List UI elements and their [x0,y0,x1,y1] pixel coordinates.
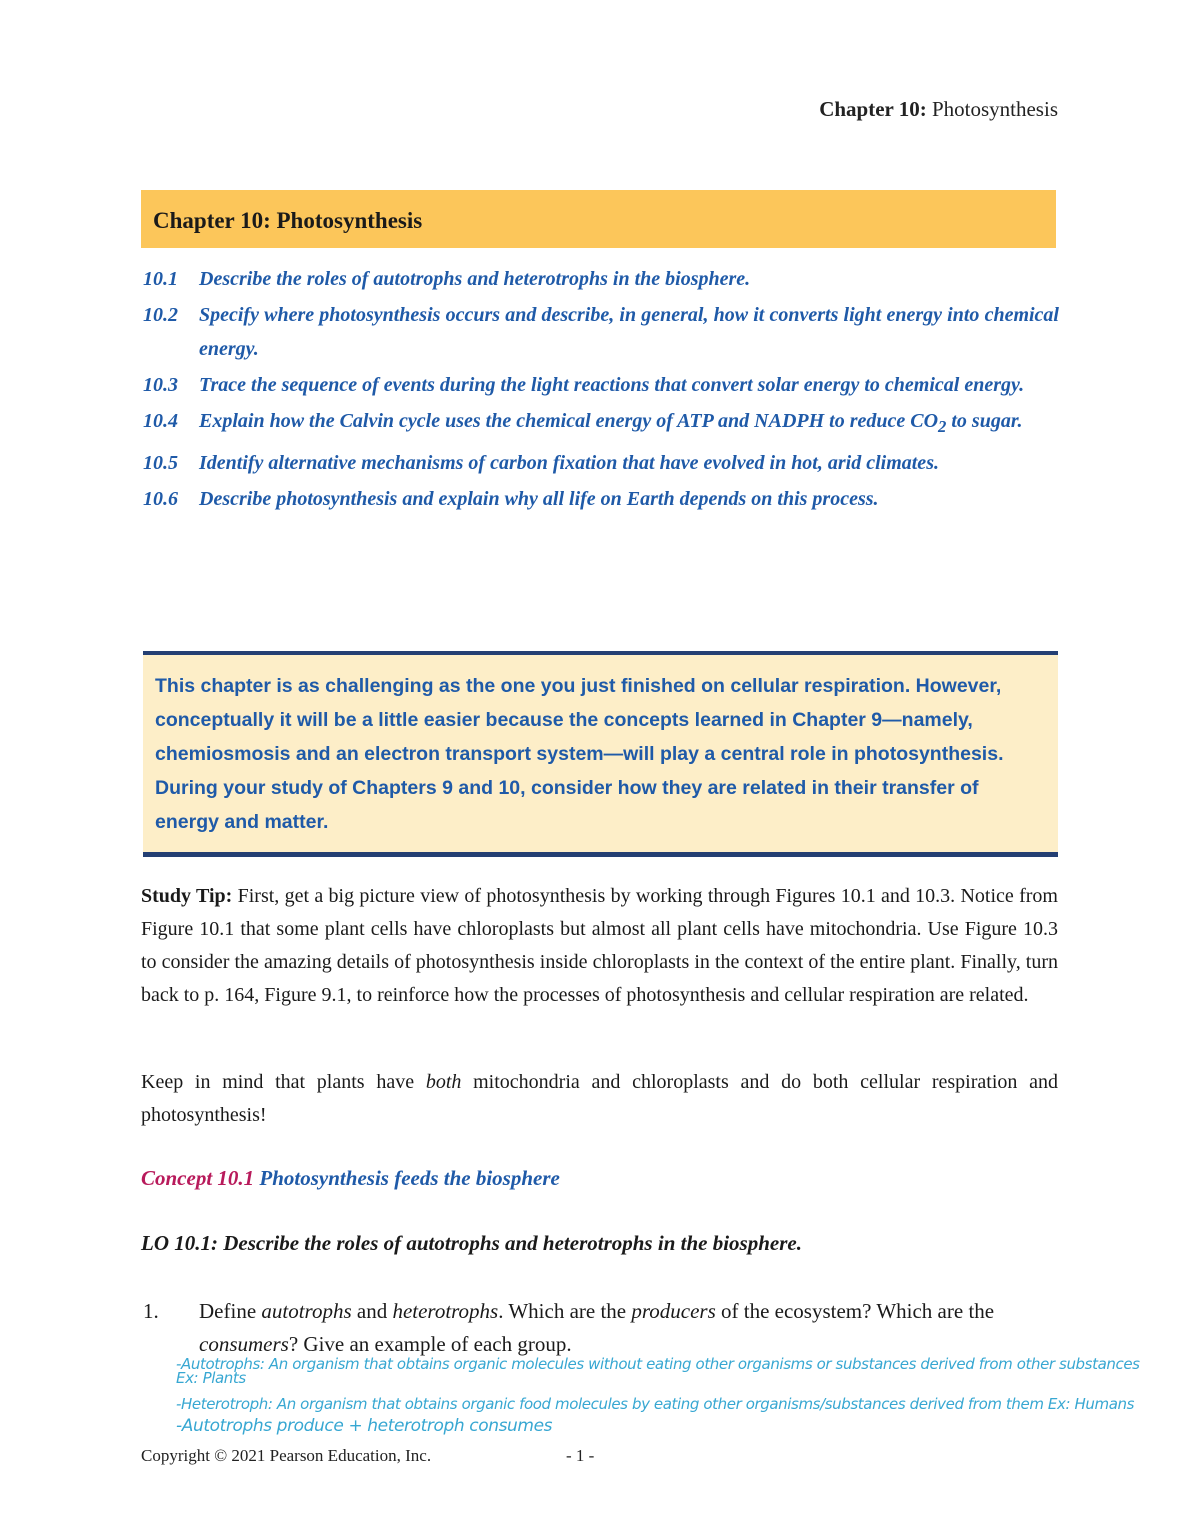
objective-item [143,404,1059,444]
question-term: producers [631,1299,716,1323]
study-tip-text: First, get a big picture view of photosynthesis by working through Figures 10.1 and 10.3. Notice from Figure 10.1 that some plant cells have chloroplasts but almost all plant cells have mitochondria. Use Figure 10.3 to consider the amazing details of photosynthesis inside chloroplasts in the context of the entire plant. Finally, turn back to p. 164, Figure 9.1, to reinforce how the processes of photosynthesis and cellular respiration are related. [141,885,1058,1006]
objective-number: 10.1 [143,268,178,290]
header-chapter-title: Photosynthesis [931,97,1058,121]
callout-text: This chapter is as challenging as the one you just finished on cellular respiration. However, conceptually it will be a little easier because the concepts learned in Chapter 9—namely, chemiosmosis and an electron transport system—will play a central role in photosynthesis. During your study of Chapters 9 and 10, consider how they are related in their transfer of energy and matter. [155,675,1004,833]
concept-heading [141,1166,560,1191]
question-term: heterotrophs [392,1299,499,1323]
handwritten-line: Ex: Plants [176,1369,246,1387]
objective-number: 10.2 [143,304,178,326]
study-tip-label: Study Tip: [141,885,233,907]
question-term: autotrophs [261,1299,352,1323]
keep-in-mind-text: mitochondria and chloroplasts and do both cellular respiration and photosynthesis! [141,1071,1059,1126]
objective-item [143,482,1059,516]
question-number: 1. [143,1299,159,1323]
question-text-part: of the ecosystem? Which are the [715,1299,995,1323]
keep-in-mind-text: Keep in mind that plants have [141,1071,426,1093]
objective-text: Trace the sequence of events during the light reactions that convert solar energy to chemical energy. [199,374,1025,396]
page-number: - 1 - [566,1446,595,1465]
handwritten-line: -Heterotroph: An organism that obtains organic food molecules by eating other organisms/substances derived from them Ex: Humans [176,1395,1135,1413]
objective-number: 10.4 [143,410,178,432]
chapter-title-bar [141,190,1056,248]
objective-text [199,404,1059,444]
handwritten-line: -Autotrophs produce + heterotroph consumes [176,1416,553,1436]
question-term: consumers [199,1332,289,1356]
objective-item [143,262,1059,296]
study-tip-paragraph [141,880,1058,1012]
handwritten-answer [176,1355,1186,1435]
question-text-part: . Which are the [498,1299,632,1323]
objective-text-part: Explain how the Calvin cycle uses the chemical energy of ATP and NADPH to reduce CO [199,410,939,432]
chapter-title: Chapter 10: Photosynthesis [153,208,423,233]
objective-item [143,446,1059,480]
subscript-two: 2 [938,417,947,436]
question-text-part: ? Give an example of each group. [288,1332,572,1356]
question-text-part: and [351,1299,393,1323]
concept-title: Photosynthesis feeds the biosphere [254,1166,560,1190]
objective-number: 10.3 [143,374,178,396]
learning-objectives-list [143,262,1059,518]
objective-text: Describe the roles of autotrophs and heterotrophs in the biosphere. [199,268,751,290]
running-header [819,97,1058,122]
keep-in-mind-emphasis: both [425,1071,462,1093]
question-item [143,1295,1063,1361]
objective-text: Describe photosynthesis and explain why all life on Earth depends on this process. [199,488,879,510]
copyright-footer: Copyright © 2021 Pearson Education, Inc. [141,1446,432,1465]
question-text [199,1295,1063,1361]
learning-objective-text: LO 10.1: Describe the roles of autotrophs and heterotrophs in the biosphere. [141,1231,802,1255]
objective-number: 10.5 [143,452,178,474]
chapter-intro-callout [143,651,1058,857]
learning-objective-heading [141,1231,802,1256]
objective-text-part: to sugar. [946,410,1023,432]
handwritten-line: -Autotrophs: An organism that obtains organic molecules without eating other organisms or substances derived from other substances [176,1355,1140,1373]
objective-text: Identify alternative mechanisms of carbon fixation that have evolved in hot, arid climates. [199,452,939,474]
objective-item [143,368,1059,402]
objective-text: Specify where photosynthesis occurs and describe, in general, how it converts light energy into chemical energy. [199,304,1059,360]
objective-item [143,298,1059,366]
concept-number: Concept 10.1 [141,1166,255,1190]
keep-in-mind-paragraph [141,1066,1058,1132]
question-text-part: Define [199,1299,262,1323]
header-chapter-label: Chapter 10: [819,97,927,121]
objective-number: 10.6 [143,488,178,510]
